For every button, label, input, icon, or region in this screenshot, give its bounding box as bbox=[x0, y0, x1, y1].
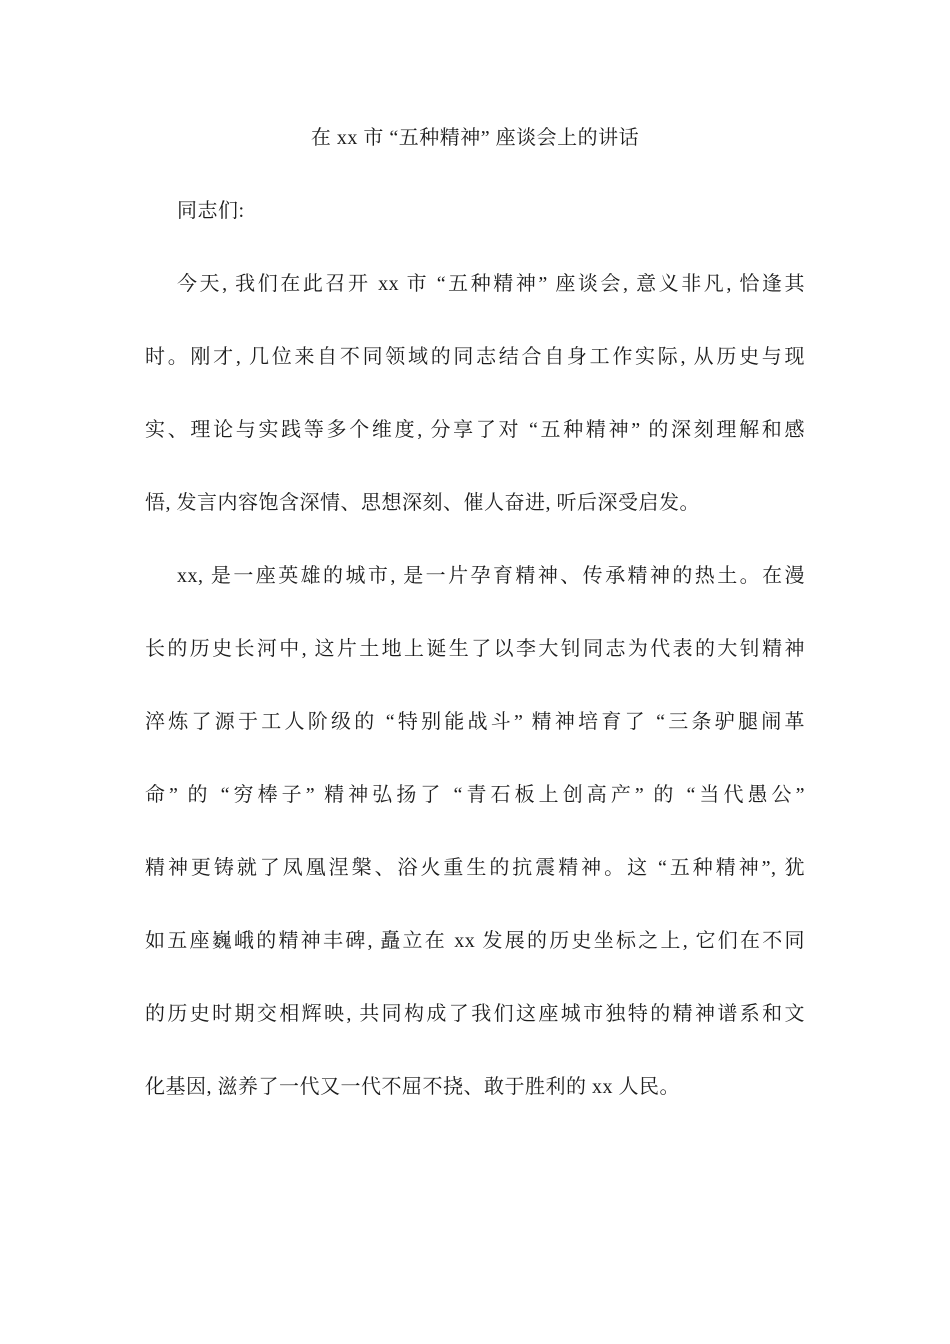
text-line: 悟, 发言内容饱含深情、思想深刻、催人奋进, 听后深受启发。 bbox=[145, 492, 700, 514]
text-line: 化基因, 滋养了一代又一代不屈不挠、敢于胜利的 xx 人民。 bbox=[145, 1076, 680, 1098]
text-line: 时。刚才, 几位来自不同领域的同志结合自身工作实际, 从历史与现 bbox=[145, 346, 805, 368]
text-line: 精神更铸就了凤凰涅槃、浴火重生的抗震精神。这 “五种精神”, 犹 bbox=[145, 857, 805, 879]
text-line: 的历史时期交相辉映, 共同构成了我们这座城市独特的精神谱系和文 bbox=[145, 1003, 805, 1025]
document-title: 在 xx 市 “五种精神” 座谈会上的讲话 bbox=[310, 127, 640, 149]
text-line: 淬炼了源于工人阶级的 “特别能战斗” 精神培育了 “三条驴腿闹革 bbox=[145, 711, 805, 733]
document-page bbox=[145, 0, 805, 1124]
text-line: 实、理论与实践等多个维度, 分享了对 “五种精神” 的深刻理解和感 bbox=[145, 419, 805, 441]
text-line: 命” 的 “穷棒子” 精神弘扬了 “青石板上创高产” 的 “当代愚公” bbox=[145, 784, 805, 806]
text-line: 长的历史长河中, 这片土地上诞生了以李大钊同志为代表的大钊精神 bbox=[145, 638, 805, 660]
text-line: xx, 是一座英雄的城市, 是一片孕育精神、传承精神的热土。在漫 bbox=[177, 565, 805, 587]
text-line: 如五座巍峨的精神丰碑, 矗立在 xx 发展的历史坐标之上, 它们在不同 bbox=[145, 930, 805, 952]
text-line: 今天, 我们在此召开 xx 市 “五种精神” 座谈会, 意义非凡, 恰逢其 bbox=[177, 273, 805, 295]
salutation-line: 同志们: bbox=[177, 200, 245, 222]
